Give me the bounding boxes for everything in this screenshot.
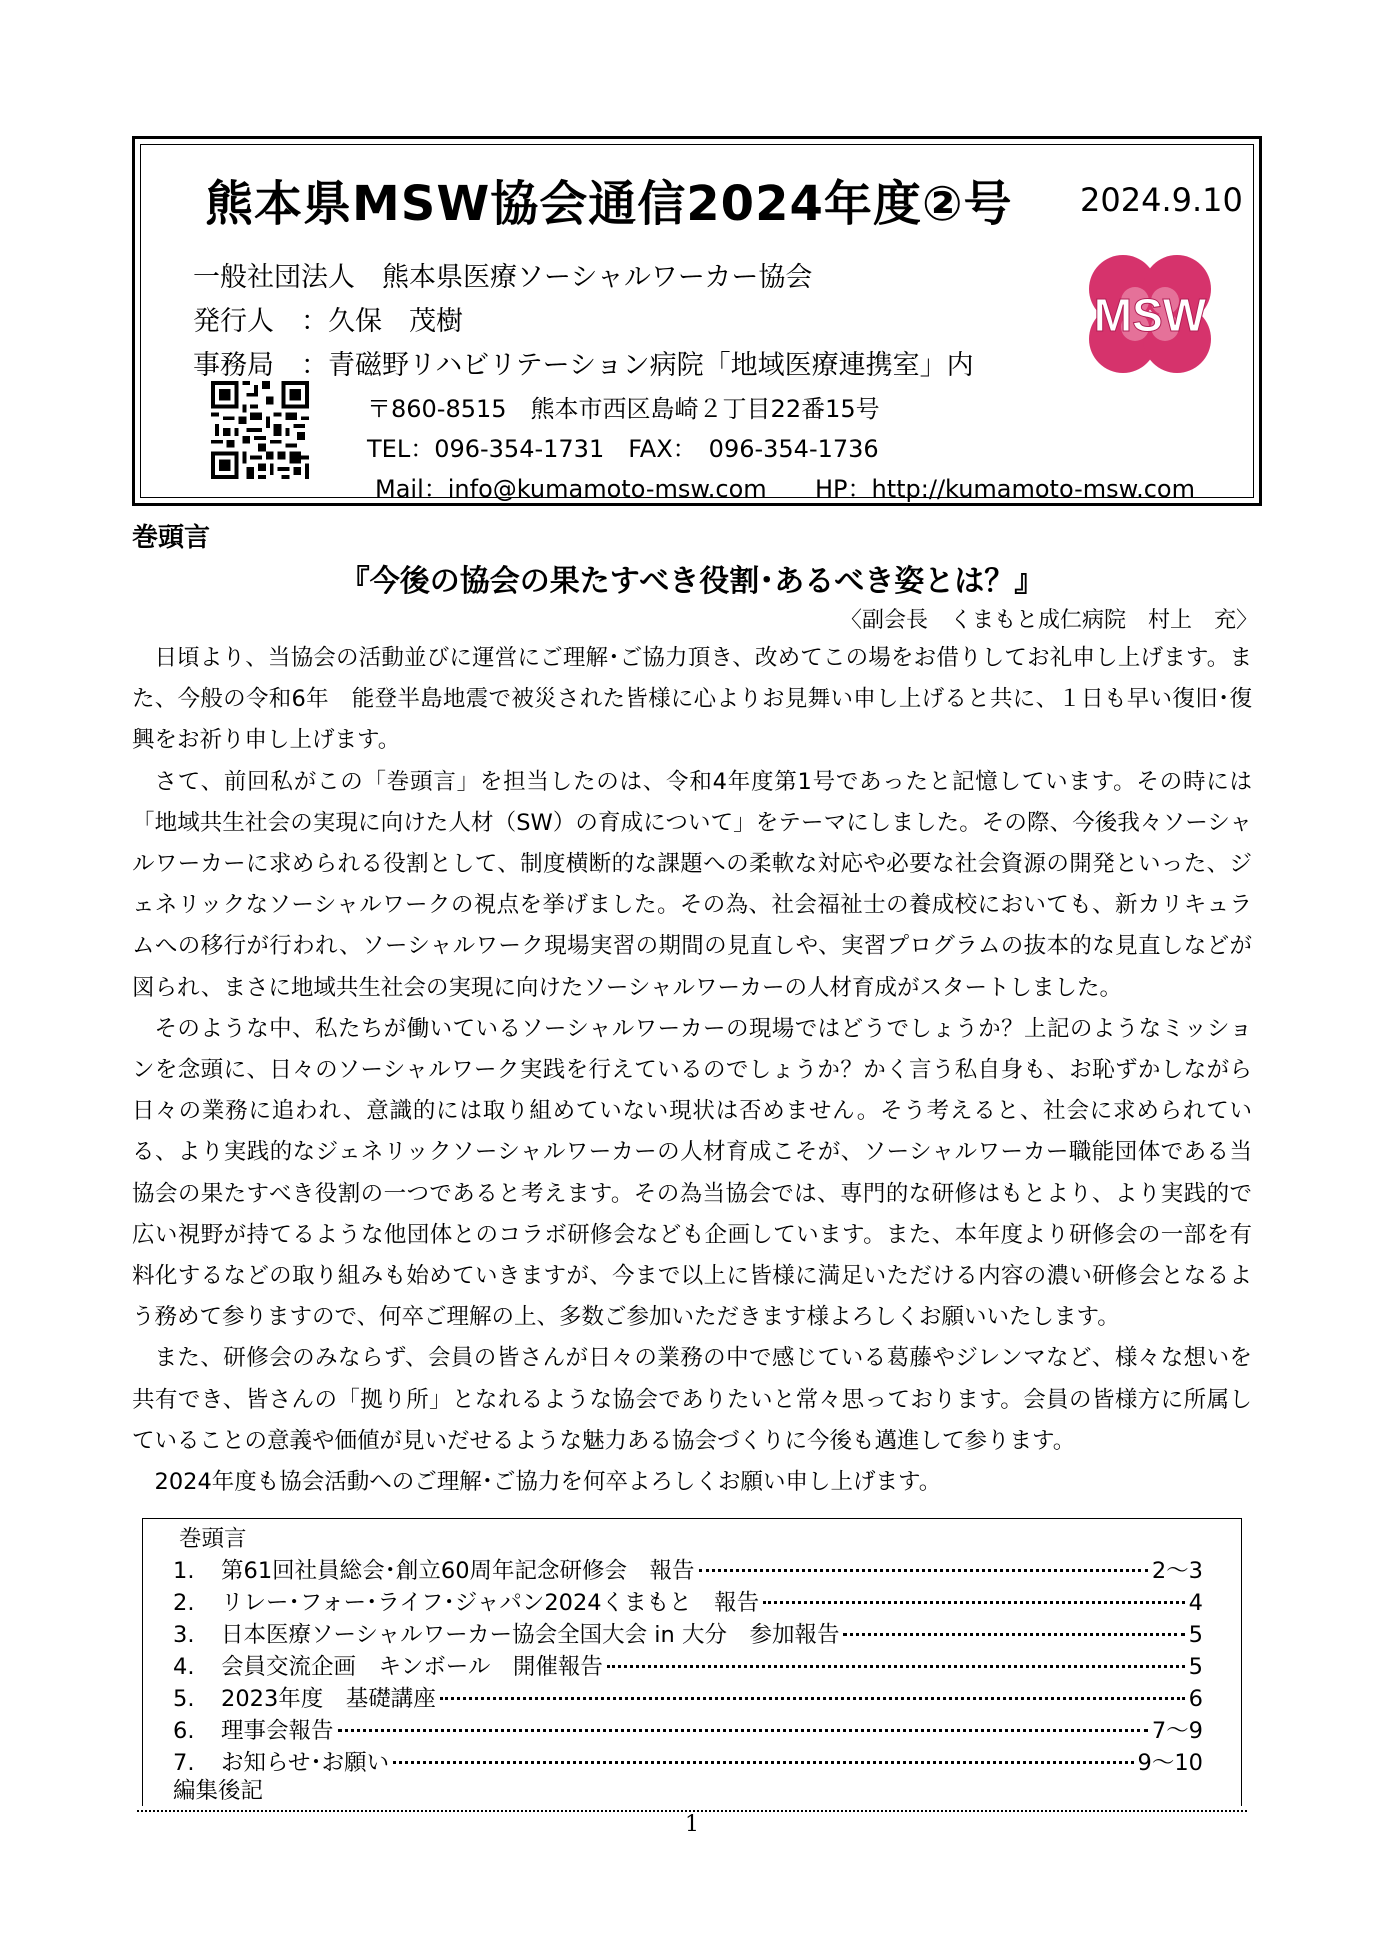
toc-item[interactable]: 2. リレー･フォー･ライフ･ジャパン2024くまもと 報告 4: [173, 1587, 1203, 1619]
masthead: [132, 136, 1262, 506]
table-of-contents: [142, 1518, 1242, 1806]
office: 事務局 ：青磁野リハビリテーション病院「地域医療連携室」内: [193, 350, 974, 381]
organization-name: 一般社団法人 熊本県医療ソーシャルワーカー協会: [193, 262, 813, 293]
section-label: 巻頭言: [132, 523, 211, 553]
address: 〒860-8515 熊本市西区島崎２丁目22番15号: [367, 395, 880, 423]
paragraph: さて、前回私がこの「巻頭言」を担当したのは、令和4年度第1号であったと記憶しています。その時には「地域共生社会の実現に向けた人材（SW）の育成について」をテーマにしました。その際、今後我々ソーシャルワーカーに求められる役割として、制度横断的な課題への柔軟な対応や必要な社会資源の開発といった、ジェネリックなソーシャルワークの視点を挙げました。その為、社会福祉士の養成校においても、新カリキュラムへの移行が行われ、ソーシャルワーク現場実習の期間の見直しや、実習プログラムの抜本的な見直しなどが図られ、まさに地域共生社会の実現に向けたソーシャルワーカーの人材育成がスタートしました。: [132, 768, 1252, 1001]
toc-item[interactable]: 4. 会員交流企画 キンボール 開催報告 5: [173, 1651, 1203, 1683]
page-number: 1: [685, 1812, 699, 1837]
paragraph: また、研修会のみならず、会員の皆さんが日々の業務の中で感じている葛藤やジレンマなど、様々な想いを共有でき、皆さんの「拠り所」となれるような協会でありたいと常々思っております。会員の皆様方に所属していることの意義や価値が見いだせるような魅力ある協会づくりに今後も邁進して参ります。: [132, 1345, 1252, 1454]
publisher: 発行人 ：久保 茂樹: [193, 306, 463, 337]
newsletter-title: 熊本県MSW協会通信2024年度②号: [205, 176, 1013, 232]
toc-item[interactable]: 1. 第61回社員総会･創立60周年記念研修会 報告 2～3: [173, 1555, 1203, 1587]
mail-address[interactable]: Mail：info@kumamoto-msw.com: [375, 475, 767, 503]
issue-date: 2024.9.10: [1080, 181, 1243, 219]
qr-code-icon: [211, 381, 309, 479]
logo-text: MSW: [1093, 289, 1207, 341]
toc-item[interactable]: 5. 2023年度 基礎講座 6: [173, 1683, 1203, 1715]
toc-item[interactable]: 3. 日本医療ソーシャルワーカー協会全国大会 in 大分 参加報告 5: [173, 1619, 1203, 1651]
toc-last-entry[interactable]: 編集後記: [173, 1778, 264, 1804]
tel-fax: TEL：096-354-1731 FAX： 096-354-1736: [367, 435, 879, 463]
toc-item[interactable]: 6. 理事会報告 7～9: [173, 1715, 1203, 1747]
msw-clover-logo: [1075, 239, 1225, 389]
article-body: [132, 638, 1252, 1503]
paragraph: 2024年度も協会活動へのご理解･ご協力を何卒よろしくお願い申し上げます。: [154, 1469, 942, 1496]
homepage-link[interactable]: HP：http://kumamoto-msw.com: [815, 475, 1195, 503]
article-author: 〈副会長 くまもと成仁病院 村上 充〉: [839, 608, 1258, 633]
paragraph: 日頃より、当協会の活動並びに運営にご理解･ご協力頂き、改めてこの場をお借りしてお礼申し上げます。また、今般の令和6年 能登半島地震で被災された皆様に心よりお見舞い申し上げると共に、１日も早い復旧･復興をお祈り申し上げます。: [132, 645, 1252, 754]
toc-item[interactable]: 7. お知らせ･お願い 9～10: [173, 1747, 1203, 1779]
toc-first-entry[interactable]: 巻頭言: [179, 1526, 247, 1552]
paragraph: そのような中、私たちが働いているソーシャルワーカーの現場ではどうでしょうか？上記のようなミッションを念頭に、日々のソーシャルワーク実践を行えているのでしょうか？かく言う私自身も、お恥ずかしながら日々の業務に追われ、意識的には取り組めていない現状は否めません。そう考えると、社会に求められている、より実践的なジェネリックソーシャルワーカーの人材育成こそが、ソーシャルワーカー職能団体である当協会の果たすべき役割の一つであると考えます。その為当協会では、専門的な研修はもとより、より実践的で広い視野が持てるような他団体とのコラボ研修会なども企画しています。また、本年度より研修会の一部を有料化するなどの取り組みも始めていきますが、今まで以上に皆様に満足いただける内容の濃い研修会となるよう務めて参りますので、何卒ご理解の上、多数ご参加いただきます様よろしくお願いいたします。: [132, 1015, 1252, 1331]
article-title: 『今後の協会の果たすべき役割･あるべき姿とは？』: [339, 564, 1045, 599]
